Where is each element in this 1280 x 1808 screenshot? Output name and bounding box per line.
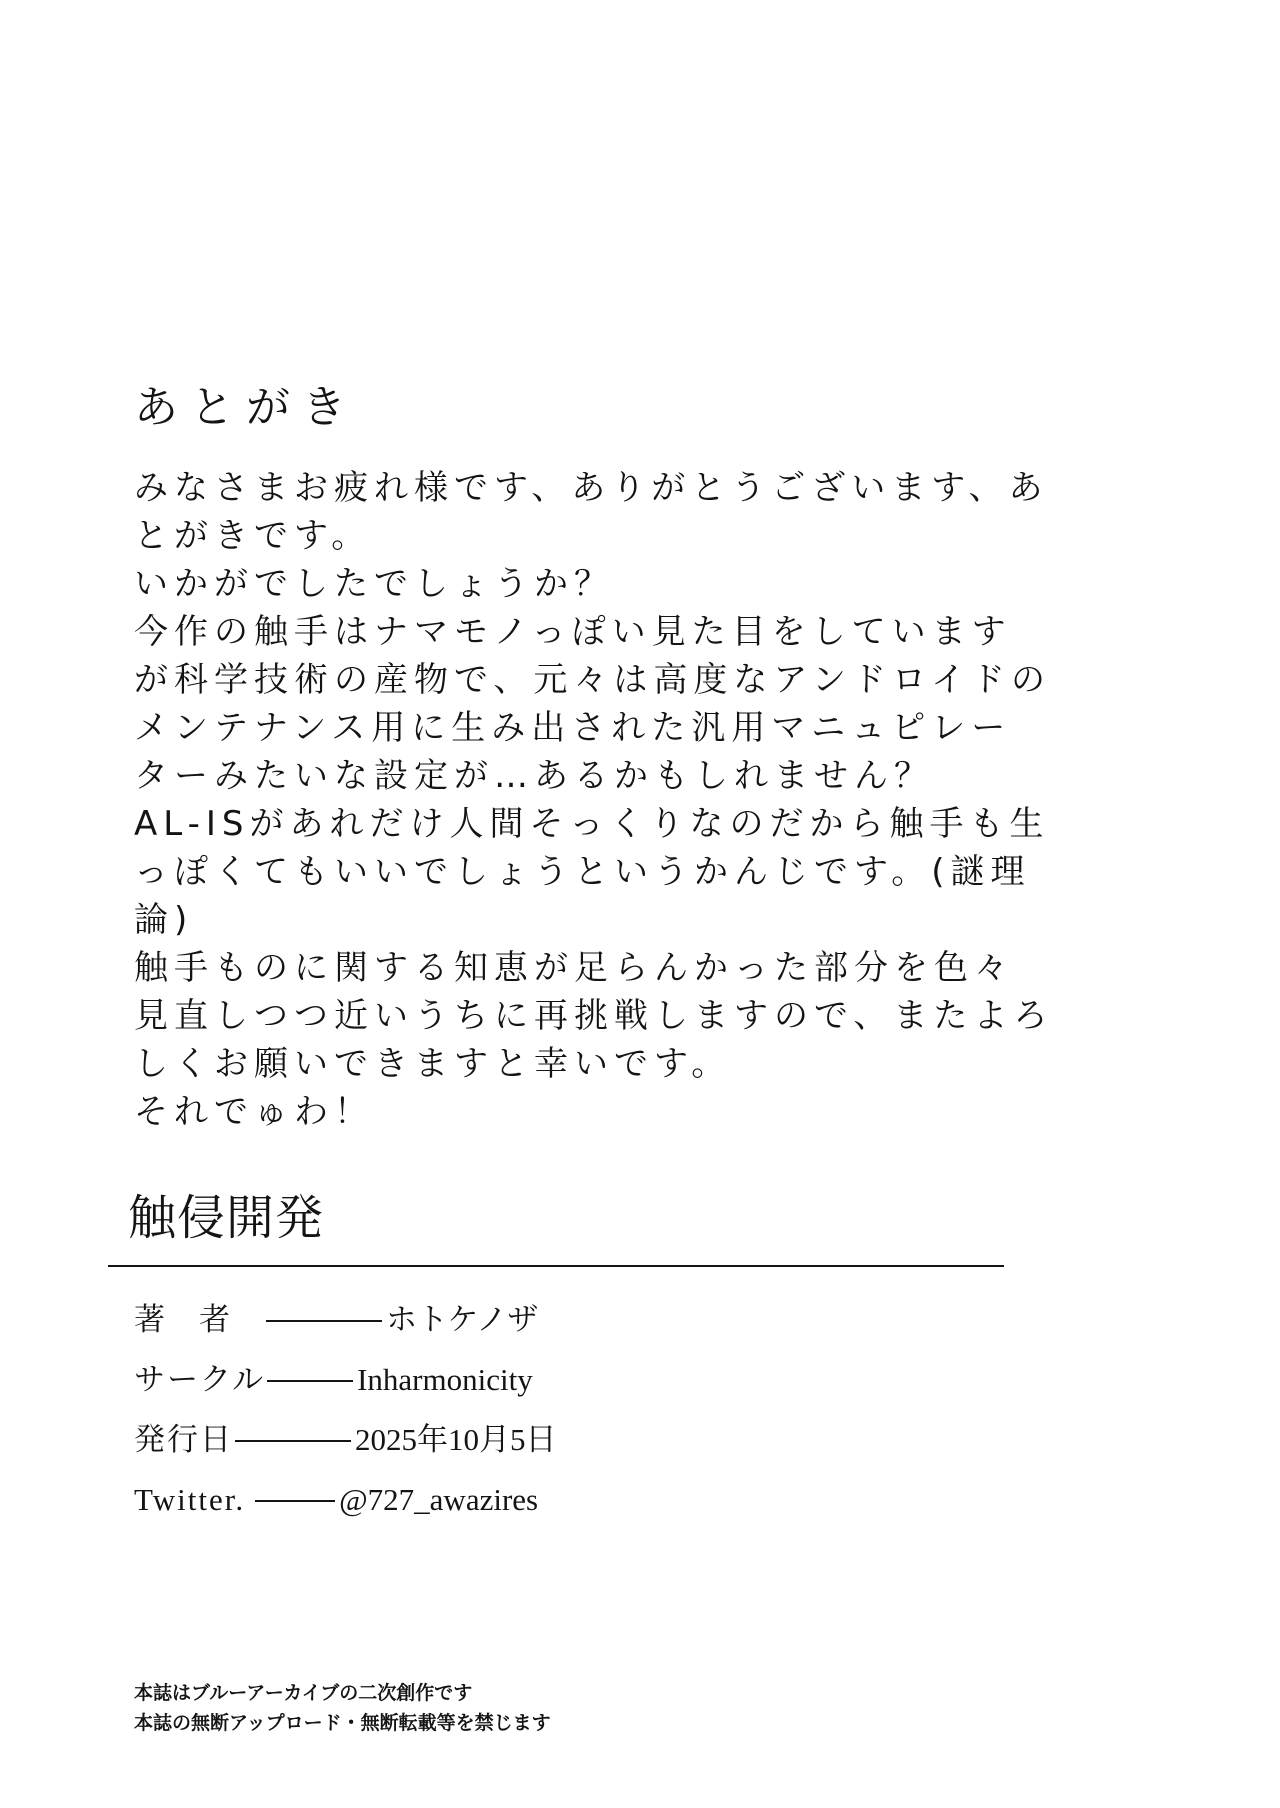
date-label: 発行日	[134, 1422, 233, 1457]
title-divider	[108, 1265, 1004, 1267]
author-label: 著者	[134, 1302, 264, 1337]
afterword-line: 触手ものに関する知恵が足らんかった部分を色々	[134, 948, 1014, 988]
notice-line: 本誌の無断アップロード・無断転載等を禁じます	[134, 1712, 551, 1734]
afterword-line: それでゅわ！	[134, 1092, 374, 1132]
afterword-section	[134, 378, 1054, 1136]
afterword-line: ターみたいな設定が…あるかもしれません？	[134, 756, 934, 796]
afterword-line: が科学技術の産物で、元々は高度なアンドロイドの	[134, 660, 1051, 700]
afterword-line: みなさまお疲れ様です、ありがとうございます、あ	[134, 468, 1049, 508]
afterword-title: あとがき	[134, 382, 358, 433]
date-value: 2025年10月5日	[355, 1422, 557, 1457]
afterword-line: っぽくてもいいでしょうというかんじです。(謎理	[134, 852, 1031, 892]
twitter-handle: @727_awazires	[339, 1482, 539, 1517]
leader-dash	[266, 1320, 382, 1322]
notice-line: 本誌はブルーアーカイブの二次創作です	[134, 1682, 473, 1704]
afterword-line: しくお願いできますと幸いです。	[134, 1044, 732, 1084]
colophon-row-author	[134, 1290, 934, 1350]
circle-value: Inharmonicity	[357, 1362, 533, 1397]
afterword-body	[134, 464, 1054, 1136]
leader-dash	[255, 1500, 335, 1502]
copyright-notice	[134, 1678, 551, 1738]
twitter-label: Twitter.	[134, 1482, 246, 1517]
book-title: 触侵開発	[128, 1190, 325, 1246]
leader-dash	[235, 1440, 351, 1442]
colophon-row-twitter	[134, 1470, 934, 1530]
afterword-line: とがきです。	[134, 516, 372, 556]
afterword-line: 今作の触手はナマモノっぽい見た目をしています	[134, 612, 1012, 652]
leader-dash	[267, 1380, 353, 1382]
afterword-line: 見直しつつ近いうちに再挑戦しますので、またよろ	[134, 996, 1054, 1036]
colophon	[134, 1290, 934, 1530]
afterword-line: メンテナンス用に生み出された汎用マニュピレー	[134, 708, 1012, 748]
afterword-line: いかがでしたでしょうか？	[134, 564, 614, 604]
author-value: ホトケノザ	[386, 1302, 539, 1337]
colophon-row-date	[134, 1410, 934, 1470]
afterword-line: 論)	[134, 900, 194, 940]
circle-label: サークル	[134, 1362, 266, 1397]
afterword-line: AL-ISがあれだけ人間そっくりなのだから触手も生	[134, 804, 1050, 844]
colophon-row-circle	[134, 1350, 934, 1410]
